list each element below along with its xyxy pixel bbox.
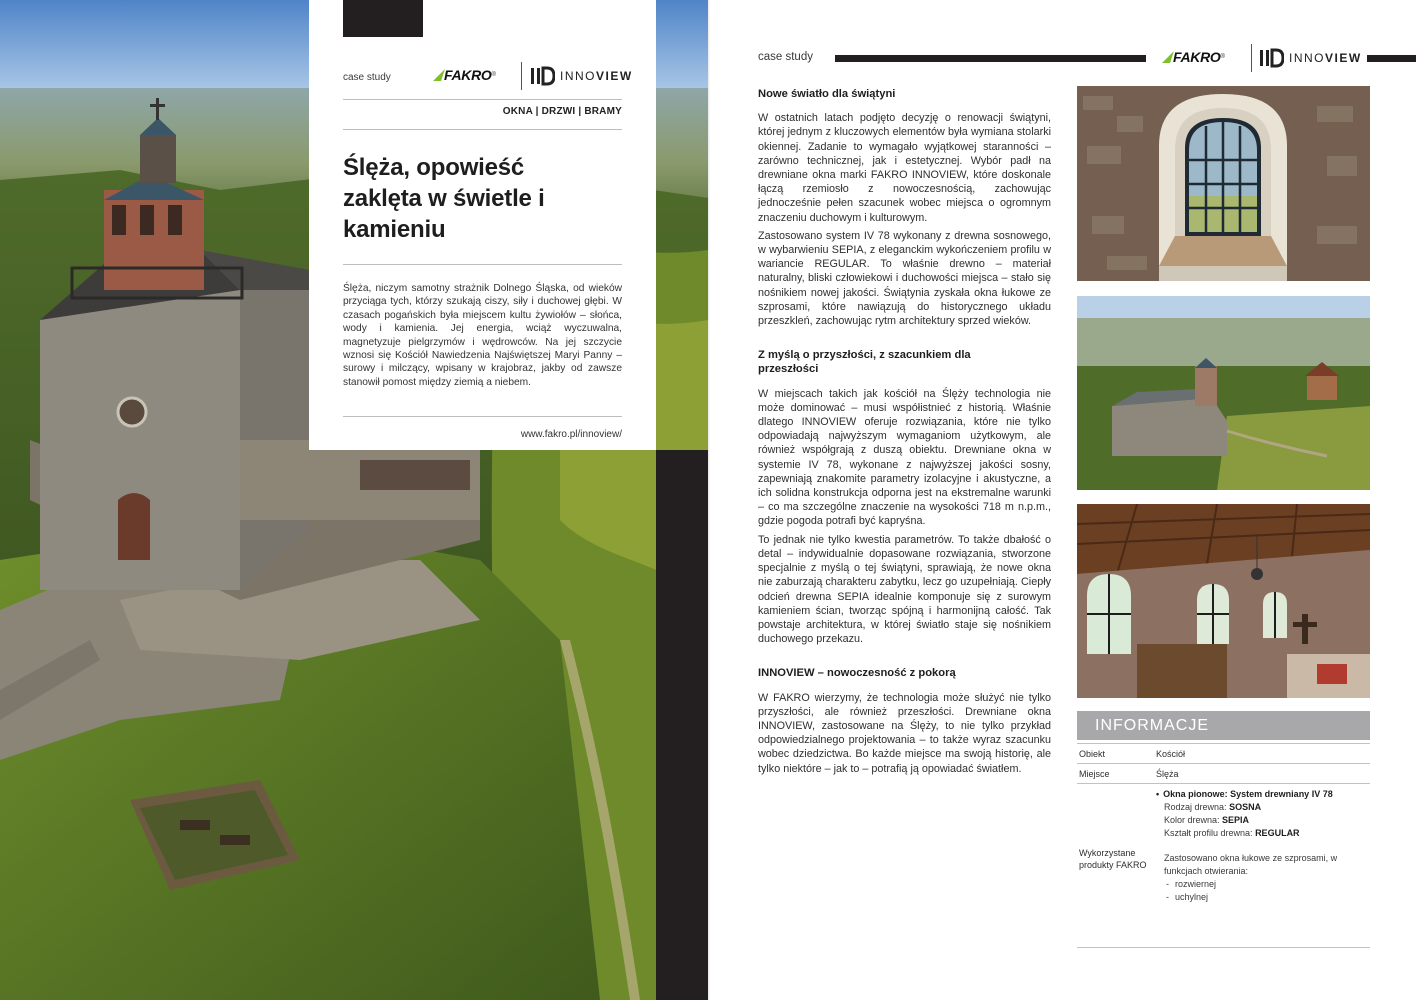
info-table bbox=[1077, 711, 1370, 948]
opening-option: - rozwiernej bbox=[1156, 878, 1370, 891]
info-key: Wykorzystane produkty FAKRO bbox=[1079, 848, 1147, 870]
article-section bbox=[758, 348, 1051, 646]
info-value bbox=[1156, 784, 1370, 947]
website-link[interactable]: www.fakro.pl/innoview/ bbox=[520, 429, 622, 440]
innoview-logo bbox=[531, 66, 633, 86]
intro-paragraph: Ślęża, niczym samotny strażnik Dolnego Śląska, od wieków przyciąga tych, którzy szukają ciszy, siły i duchowej głębi. W czasach pogańskich była miejscem kultu żywiołów – słońca, wody i kamienia. Jej energia, wciąż wyczuwalna, magnetyzuje pielgrzymów i wędrowców. Na jej szczycie wznosi się Kościół Nawiedzenia Najświętszej Maryi Panny – surowy i milczący, wpisany w krajobraz, jakby od zawsze stanowił pomost między ziemią a niebem. bbox=[343, 283, 622, 388]
info-value: Ślęża bbox=[1156, 768, 1179, 779]
page-title: Ślęża, opowieść zaklęta w świetle i kamieniu bbox=[343, 154, 545, 243]
fakro-logo-text: FAKRO bbox=[1173, 49, 1221, 65]
photo-arched-window bbox=[1077, 86, 1370, 281]
photo-church-interior bbox=[1077, 504, 1370, 698]
product-title: • Okna pionowe: System drewniany IV 78 bbox=[1156, 788, 1370, 801]
opening-note: Zastosowano okna łukowe ze szprosami, w funkcjach otwierania: bbox=[1164, 853, 1338, 876]
info-key: Obiekt bbox=[1079, 748, 1106, 759]
fakro-logo-text: FAKRO bbox=[444, 67, 492, 83]
logo-divider bbox=[1251, 44, 1252, 72]
fakro-logo: FAKRO ® bbox=[1164, 49, 1225, 65]
header-bar bbox=[835, 55, 1146, 62]
spec-profile: Kształt profilu drewna: REGULAR bbox=[1164, 828, 1300, 838]
paragraph: To jednak nie tylko kwestia parametrów. To także dbałość o detal – indywidualnie dopasowane rozwiązania, stworzone specjalnie z myślą o tej świątyni, sprawiają, że nowe okna nie zaburzają charakteru zabytku, lecz go uzupełniają. Ciepły odcień drewna SEPIA idealnie komponuje się z surowym kamieniem ścian, tworząc spójną i harmonijną całość. Tak powstaje architektura, w której światło staje się nośnikiem duchowego przekazu. bbox=[758, 533, 1051, 646]
opening-option: - uchylnej bbox=[1156, 891, 1370, 904]
spec-color: Kolor drewna: SEPIA bbox=[1164, 815, 1250, 825]
divider-line bbox=[343, 416, 622, 417]
right-page bbox=[708, 0, 1416, 1000]
innoview-logo bbox=[1260, 48, 1362, 68]
fakro-logo: FAKRO ® bbox=[435, 67, 496, 83]
divider-line bbox=[343, 264, 622, 265]
innoview-mark-icon bbox=[531, 66, 555, 86]
decorative-dark-bar bbox=[656, 450, 708, 1000]
innoview-mark-icon bbox=[1260, 48, 1284, 68]
info-row-object bbox=[1077, 744, 1370, 764]
paragraph: W miejscach takich jak kościół na Ślęży technologia nie może dominować – musi współistnieć z historią. Właśnie dlatego INNOVIEW oferuje rozwiązania, które nie tylko odpowiadają najwyższym wymaganiom użytkowym, ale również współgrają z duszą obiektu. Drewniane okna w systemie IV 78, wykonane z najwyższej jakości sosny, zapewniają znakomite parametry izolacyjne i akustyczne, a ich solidna konstrukcja odporna jest na ekstremalne warunki – co ma szczególne znaczenie na wysokości 718 m n.p.m., gdzie pogoda potrafi być kapryśna. bbox=[758, 387, 1051, 528]
case-study-label: case study bbox=[758, 51, 813, 63]
divider-line bbox=[343, 99, 622, 100]
tagline: OKNA | DRZWI | BRAMY bbox=[502, 106, 622, 117]
article bbox=[758, 87, 1051, 796]
info-banner: INFORMACJE bbox=[1077, 711, 1370, 740]
section-heading: INNOVIEW – nowoczesność z pokorą bbox=[758, 667, 956, 680]
spec-wood: Rodzaj drewna: SOSNA bbox=[1164, 802, 1262, 812]
case-study-label: case study bbox=[343, 72, 391, 83]
info-row-place bbox=[1077, 764, 1370, 784]
info-value: Kościół bbox=[1156, 748, 1186, 759]
photo-aerial-church bbox=[1077, 296, 1370, 490]
header-bar-end bbox=[1367, 55, 1416, 62]
article-section bbox=[758, 87, 1051, 328]
info-key: Miejsce bbox=[1079, 768, 1110, 779]
paragraph: Zastosowano system IV 78 wykonany z drewna sosnowego, w wybarwieniu SEPIA, z eleganckim wykończeniem profilu w wariancie REGULAR. To właśnie drewno – materiał naturalny, bliski człowiekowi i duchowości miejsca – stało się nośnikiem nowej jakości. Świątynia zyskała okna łukowe ze szprosami, które nawiązują do historycznego układu przeszkleń, zachowując rytm architektury sprzed wieków. bbox=[758, 229, 1051, 328]
divider-line bbox=[343, 129, 622, 130]
section-heading: Nowe światło dla świątyni bbox=[758, 88, 896, 100]
paragraph: W FAKRO wierzymy, że technologia może służyć nie tylko przyszłości, ale również przeszłości. Drewniane okna INNOVIEW, zastosowane na Ślęży, to nie tylko przykład odpowiedzialnego projektowania – to także wyraz szacunku wobec dziedzictwa. Bo każde miejsce ma swoją historię, ale tylko niektóre – jak to – potrafią ją opowiadać światłem. bbox=[758, 691, 1051, 775]
innoview-logo-text: INNOVIEW bbox=[560, 69, 633, 83]
logo-divider bbox=[521, 62, 522, 90]
article-section bbox=[758, 666, 1051, 775]
decorative-top-block bbox=[343, 0, 423, 37]
info-row-products bbox=[1077, 784, 1370, 948]
intro-card bbox=[309, 0, 656, 450]
section-heading: Z myślą o przyszłości, z szacunkiem dla przeszłości bbox=[758, 349, 971, 376]
innoview-logo-text: INNOVIEW bbox=[1289, 51, 1362, 65]
paragraph: W ostatnich latach podjęto decyzję o renowacji świątyni, której jednym z kluczowych elementów była wymiana stolarki okiennej. Zadanie to wymagało wyjątkowej staranności – zarówno technicznej, jak i estetycznej. Wybór padł na drewniane okna marki FAKRO INNOVIEW, które doskonale łączą rzemiosło z nowoczesnością, zachowując jednocześnie pełen szacunek wobec miejsca o ogromnym znaczeniu duchowym i kulturowym. bbox=[758, 112, 1051, 224]
